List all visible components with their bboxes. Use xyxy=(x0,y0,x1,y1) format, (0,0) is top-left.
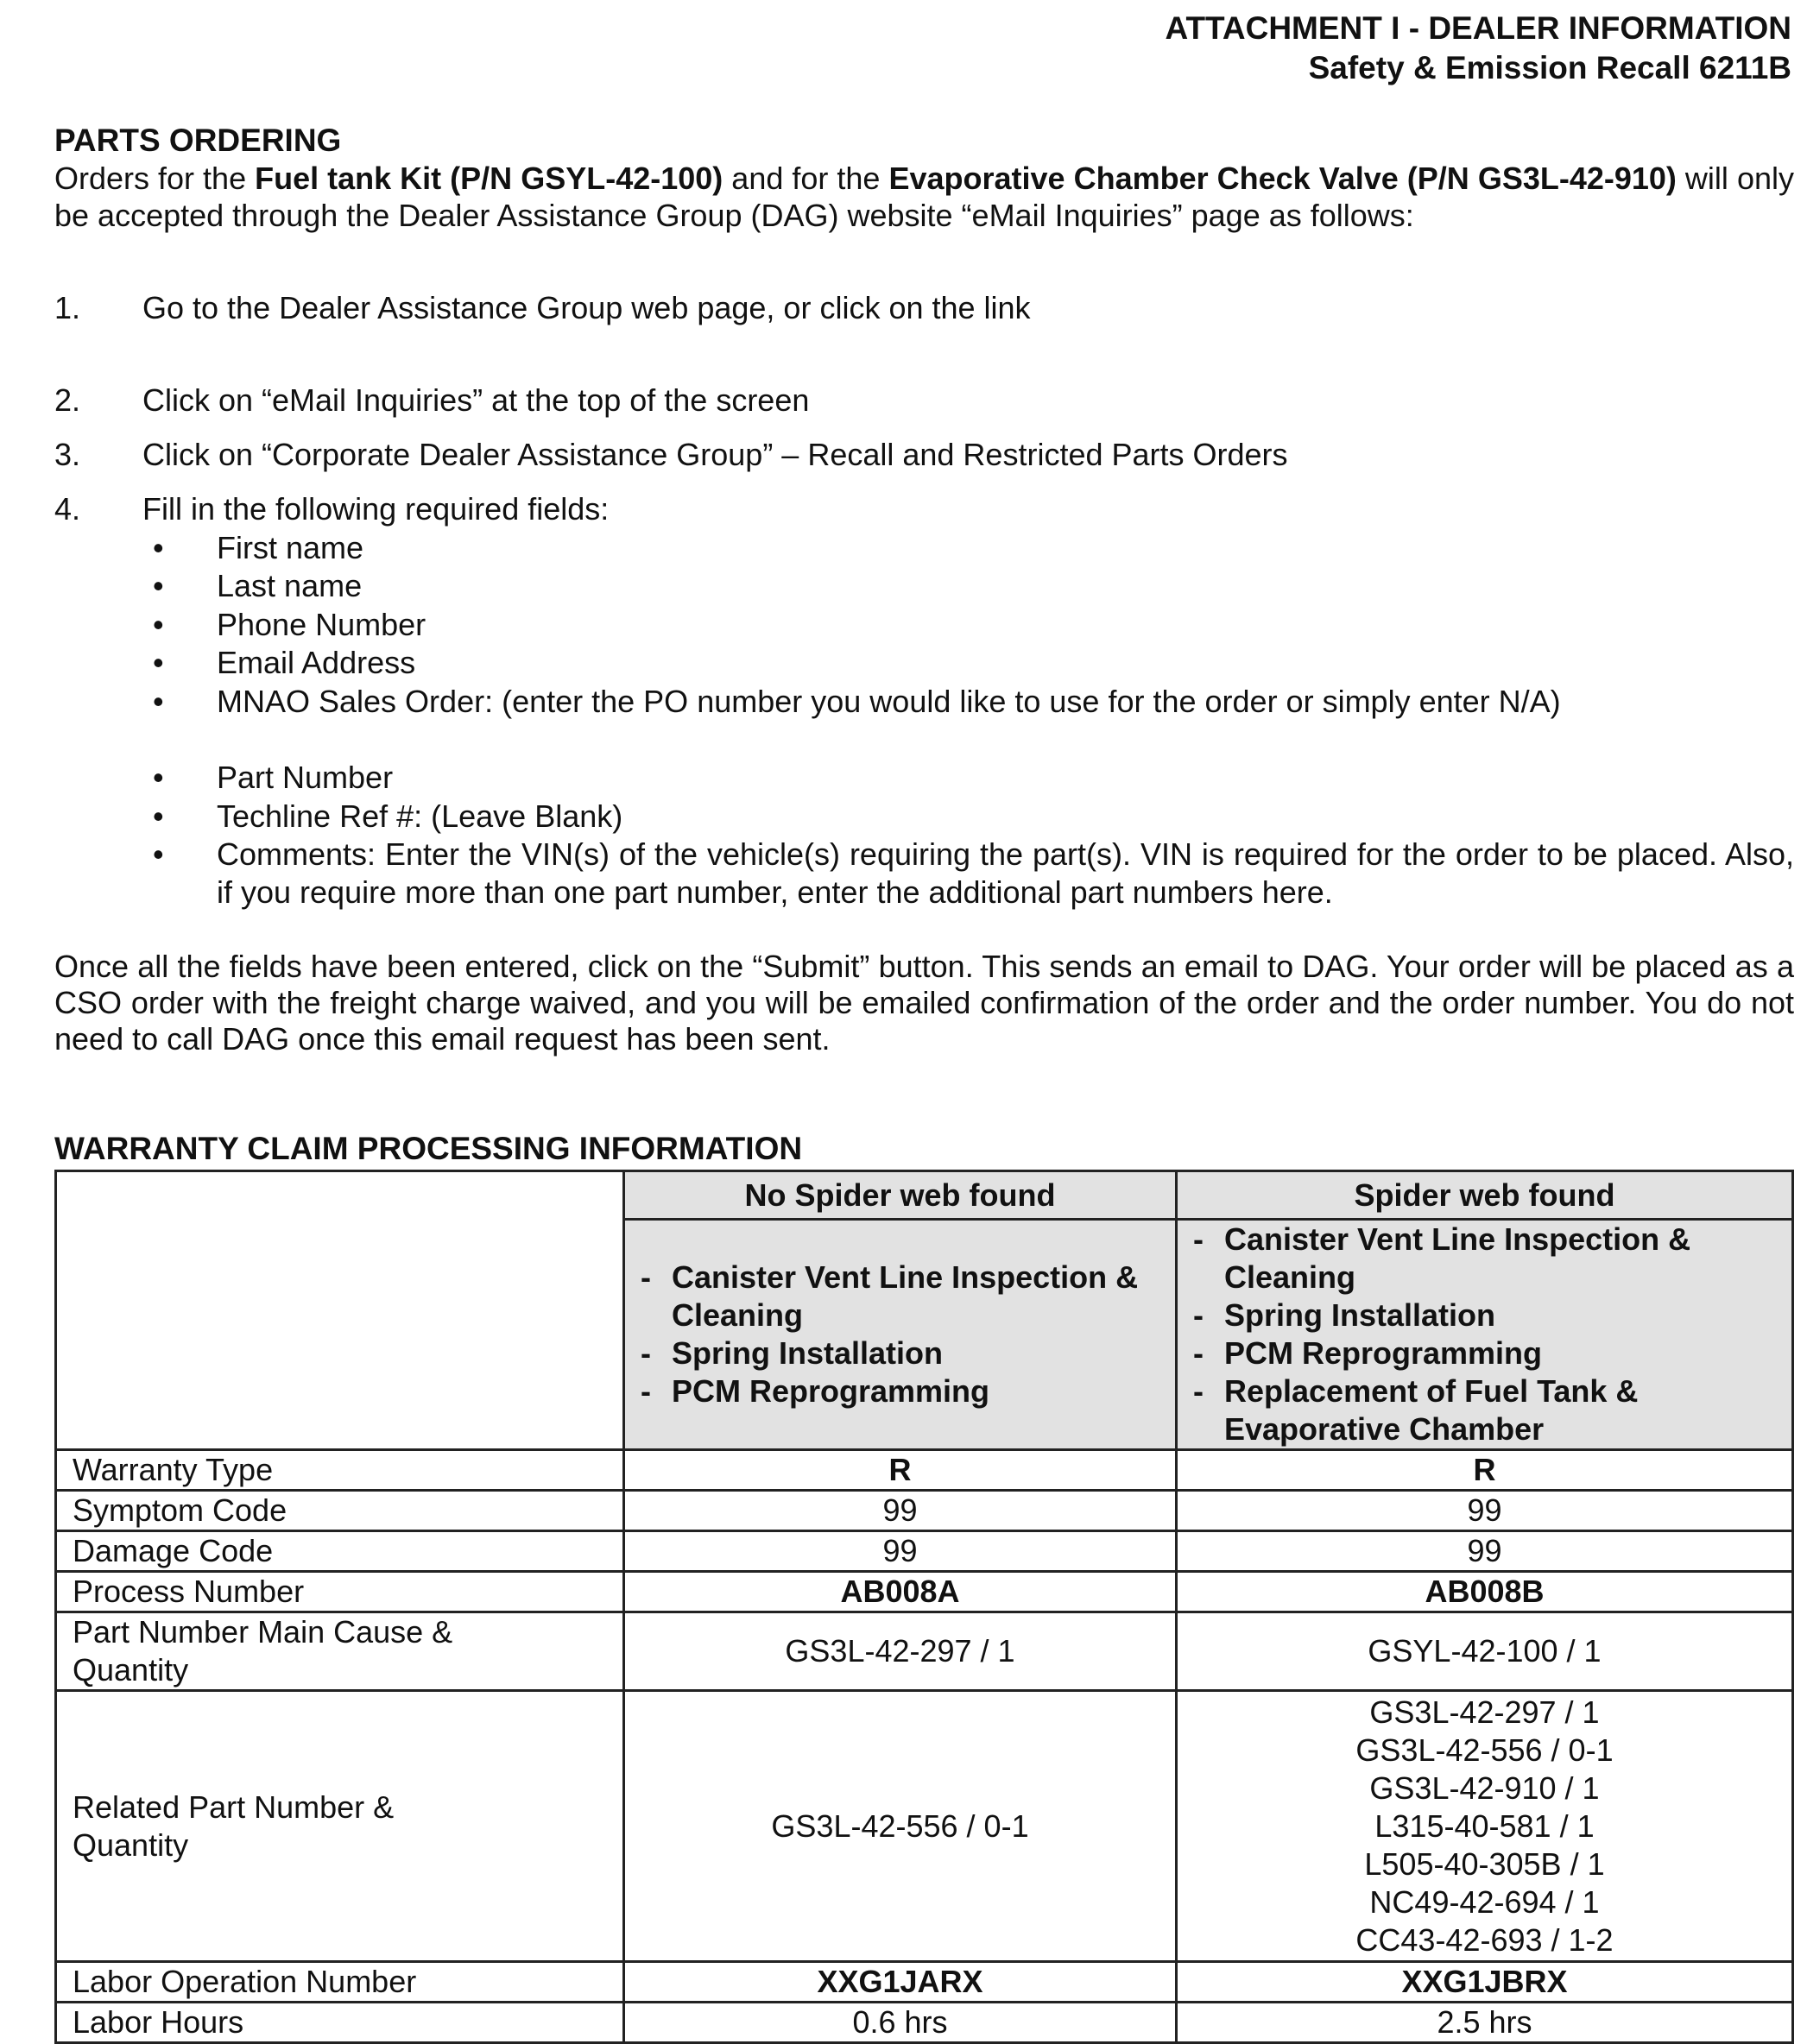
field-email: • Email Address xyxy=(153,645,416,680)
row-label: Process Number xyxy=(56,1572,624,1612)
cell-value: AB008B xyxy=(1177,1572,1793,1612)
fuel-tank-kit: Fuel tank Kit (P/N GSYL-42-100) xyxy=(255,161,723,196)
intro-text: Orders for the xyxy=(54,161,256,196)
bullet-icon: • xyxy=(153,684,164,719)
field-last-name: • Last name xyxy=(153,568,363,603)
tasks-no-spider xyxy=(624,1220,1177,1450)
field-sales-order: • MNAO Sales Order: (enter the PO number you would like to use for the order or simply enter N/A) xyxy=(153,684,1561,719)
check-valve: Evaporative Chamber Check Valve (P/N GS3L-42-910) xyxy=(888,161,1677,196)
column-header-spider: Spider web found xyxy=(1177,1171,1793,1220)
step-number: 3. xyxy=(54,437,81,472)
step-number: 4. xyxy=(54,491,81,527)
cell-value: R xyxy=(1177,1450,1793,1491)
task-item xyxy=(1193,1372,1776,1448)
cell-value: 99 xyxy=(624,1491,1177,1531)
blank-corner-cell xyxy=(56,1171,624,1450)
step-number: 1. xyxy=(54,290,81,325)
cell-value: 99 xyxy=(1177,1491,1793,1531)
row-label: Related Part Number & Quantity xyxy=(56,1691,624,1962)
row-label: Symptom Code xyxy=(56,1491,624,1531)
task-text: Spring Installation xyxy=(1224,1297,1496,1333)
cell-value: 2.5 hrs xyxy=(1177,2003,1793,2043)
step-text: Go to the Dealer Assistance Group web page, or click on the link xyxy=(142,290,1031,325)
intro-text: and for the xyxy=(723,161,889,196)
step-text: Fill in the following required fields: xyxy=(142,491,610,527)
related-part: GS3L-42-556 / 0-1 xyxy=(1355,1732,1614,1768)
bullet-icon: • xyxy=(153,530,164,565)
task-text: Canister Vent Line Inspection & Cleaning xyxy=(1224,1221,1691,1295)
cell-value: 99 xyxy=(1177,1531,1793,1572)
closing-paragraph: Once all the fields have been entered, click on the “Submit” button. This sends an email to DAG. Your order will be placed as a CSO order with the freight charge waived, and you will be emailed confirmation of the order and the order number. You do not need to call DAG once this email request has been sent. xyxy=(54,949,1794,1057)
cell-value: 99 xyxy=(624,1531,1177,1572)
intro-text: will only be accepted through the Dealer Assistance Group (DAG) website “eMail Inquiries” page as follows: xyxy=(54,161,1794,233)
related-part: CC43-42-693 / 1-2 xyxy=(1355,1921,1614,1958)
bullet-icon: • xyxy=(153,760,164,795)
related-part: L315-40-581 / 1 xyxy=(1374,1807,1595,1844)
step-number: 2. xyxy=(54,382,81,418)
bullet-icon: • xyxy=(153,836,164,872)
task-text: Spring Installation xyxy=(672,1335,944,1371)
dash-icon: - xyxy=(1193,1221,1204,1257)
task-text: PCM Reprogramming xyxy=(672,1373,990,1409)
task-item xyxy=(641,1259,1159,1334)
tasks-spider xyxy=(1177,1220,1793,1450)
field-first-name: • First name xyxy=(153,530,364,565)
task-text: Canister Vent Line Inspection & Cleaning xyxy=(672,1259,1139,1333)
row-label: Labor Operation Number xyxy=(56,1962,624,2003)
step-text: Click on “eMail Inquiries” at the top of the screen xyxy=(142,382,810,418)
related-part: L505-40-305B / 1 xyxy=(1364,1845,1605,1882)
cell-value: GS3L-42-297 / 1 xyxy=(624,1612,1177,1691)
parts-ordering-intro xyxy=(54,160,1794,234)
bullet-icon: • xyxy=(153,798,164,834)
warranty-heading: WARRANTY CLAIM PROCESSING INFORMATION xyxy=(54,1131,803,1166)
task-item xyxy=(1193,1221,1776,1296)
row-label: Part Number Main Cause & Quantity xyxy=(56,1612,624,1691)
dash-icon: - xyxy=(1193,1373,1204,1409)
field-comments: • Comments: Enter the VIN(s) of the vehicle(s) requiring the part(s). VIN is required for the order to be placed. Also, if you require more than one part number, enter the additional part numbers here. xyxy=(153,836,1794,910)
step-text: Click on “Corporate Dealer Assistance Group” – Recall and Restricted Parts Orders xyxy=(142,437,1288,472)
attachment-title: ATTACHMENT I - DEALER INFORMATION xyxy=(1165,10,1791,46)
cell-value: GS3L-42-556 / 0-1 xyxy=(624,1691,1177,1962)
cell-value: GSYL-42-100 / 1 xyxy=(1177,1612,1793,1691)
recall-subtitle: Safety & Emission Recall 6211B xyxy=(1308,50,1791,85)
column-header-no-spider: No Spider web found xyxy=(624,1171,1177,1220)
task-item xyxy=(1193,1296,1776,1334)
row-label: Labor Hours xyxy=(56,2003,624,2043)
bullet-icon: • xyxy=(153,645,164,680)
field-part-number: • Part Number xyxy=(153,760,394,795)
field-phone: • Phone Number xyxy=(153,607,426,642)
task-text: Replacement of Fuel Tank & Evaporative Chamber xyxy=(1224,1373,1639,1447)
task-text: PCM Reprogramming xyxy=(1224,1335,1543,1371)
dash-icon: - xyxy=(1193,1335,1204,1371)
cell-value: R xyxy=(624,1450,1177,1491)
cell-value: XXG1JBRX xyxy=(1177,1962,1793,2003)
related-part: GS3L-42-297 / 1 xyxy=(1369,1694,1600,1730)
dash-icon: - xyxy=(1193,1297,1204,1333)
dash-icon: - xyxy=(641,1259,651,1295)
row-label: Damage Code xyxy=(56,1531,624,1572)
bullet-icon: • xyxy=(153,607,164,642)
parts-ordering-heading: PARTS ORDERING xyxy=(54,123,342,158)
related-part: GS3L-42-910 / 1 xyxy=(1369,1770,1600,1806)
field-techline: • Techline Ref #: (Leave Blank) xyxy=(153,798,623,834)
cell-value: XXG1JARX xyxy=(624,1962,1177,2003)
task-item xyxy=(1193,1334,1776,1372)
warranty-table xyxy=(54,1170,1794,2044)
task-item xyxy=(641,1372,1159,1410)
cell-value: 0.6 hrs xyxy=(624,2003,1177,2043)
bullet-icon: • xyxy=(153,568,164,603)
related-part: NC49-42-694 / 1 xyxy=(1369,1883,1600,1920)
related-parts-list xyxy=(1177,1691,1793,1962)
row-label: Warranty Type xyxy=(56,1450,624,1491)
task-item xyxy=(641,1334,1159,1372)
dash-icon: - xyxy=(641,1373,651,1409)
dash-icon: - xyxy=(641,1335,651,1371)
cell-value: AB008A xyxy=(624,1572,1177,1612)
